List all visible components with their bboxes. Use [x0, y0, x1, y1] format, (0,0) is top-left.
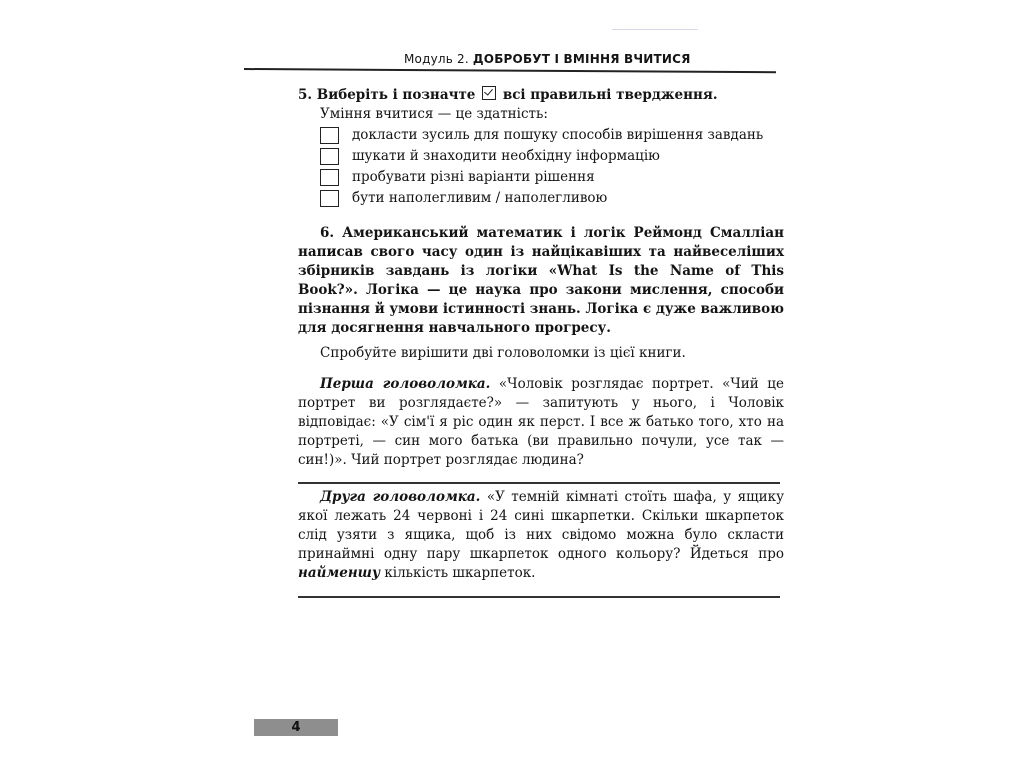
task6-intro — [298, 224, 784, 338]
header-rule — [244, 68, 776, 73]
puzzle-two-text-end: кількість шкарпеток. — [384, 565, 536, 581]
task5-option[interactable] — [298, 147, 784, 166]
answer-line-puzzle-one[interactable] — [298, 482, 780, 484]
task5-option[interactable] — [298, 189, 784, 208]
task6-number: 6. — [320, 225, 335, 241]
task5-options — [298, 126, 784, 208]
task6-text: Американський математик і логік Реймонд Смалліан написав свого часу один із найцікавіших та найвеселіших збірників завдань із логіки «What Is the Name of This Book?». Логіка — це наука про закони мислення, способи пізнання й умови істинності знань. Логіка є дуже важливою для досягнення навчального прогресу. — [298, 225, 785, 336]
puzzle-one-title: Перша головоломка. — [320, 376, 491, 392]
task5-subtitle: Уміння вчитися — це здатність: — [320, 106, 548, 122]
scan-mark — [612, 29, 698, 30]
task5-option[interactable] — [298, 168, 784, 187]
task5-title-before: 5. Виберіть і позначте — [298, 87, 476, 103]
page-number: 4 — [254, 719, 338, 736]
task6-instruction: Спробуйте вирішити дві головоломки із цієї книги. — [320, 345, 686, 361]
module-label: Модуль 2. — [404, 52, 469, 66]
checkbox-empty-icon[interactable] — [320, 169, 339, 186]
puzzle-one — [298, 375, 784, 470]
puzzle-two-paragraph — [298, 488, 784, 583]
checkbox-empty-icon[interactable] — [320, 148, 339, 165]
task5-title — [298, 86, 784, 105]
task5-option-label: пробувати різні варіанти рішення — [352, 169, 595, 185]
puzzle-one-text: «Чоловік розглядає портрет. «Чий це портрет ви розглядаєте?» — запитують у нього, і Чоловік відповідає: «У сім'ї я ріс один як перст. І все ж батько того, хто на портреті, — син мого батька (ви правильно почули, усе так — син!)». Чий портрет розглядає людина? — [298, 376, 784, 468]
puzzle-two-title: Друга головоломка. — [320, 489, 481, 505]
running-header — [404, 52, 691, 66]
checkbox-empty-icon[interactable] — [320, 190, 339, 207]
module-title: ДОБРОБУТ І ВМІННЯ ВЧИТИСЯ — [472, 52, 691, 66]
task5-option[interactable] — [298, 126, 784, 145]
puzzle-two — [298, 488, 784, 583]
answer-line-puzzle-two[interactable] — [298, 596, 780, 598]
task5-option-label: бути наполегливим / наполегливою — [352, 190, 608, 206]
page-content — [298, 86, 784, 470]
checkbox-empty-icon[interactable] — [320, 127, 339, 144]
puzzle-two-text: «У темній кімнаті стоїть шафа, у ящику якої лежать 24 червоні і 24 сині шкарпетки. Скільки шкарпеток слід узяти з ящика, щоб із них свідомо можна було скласти принаймні одну пару шкарпеток одного кольору? Йдеться про — [298, 489, 785, 562]
puzzle-two-emphasis: найменшу — [298, 565, 381, 581]
task5-title-after: всі правильні твердження. — [502, 87, 718, 103]
page-header — [244, 48, 776, 74]
checkbox-checked-icon — [482, 86, 496, 100]
task5-option-label: шукати й знаходити необхідну інформацію — [352, 148, 660, 164]
task5-option-label: докласти зусиль для пошуку способів вирішення завдань — [352, 127, 764, 143]
